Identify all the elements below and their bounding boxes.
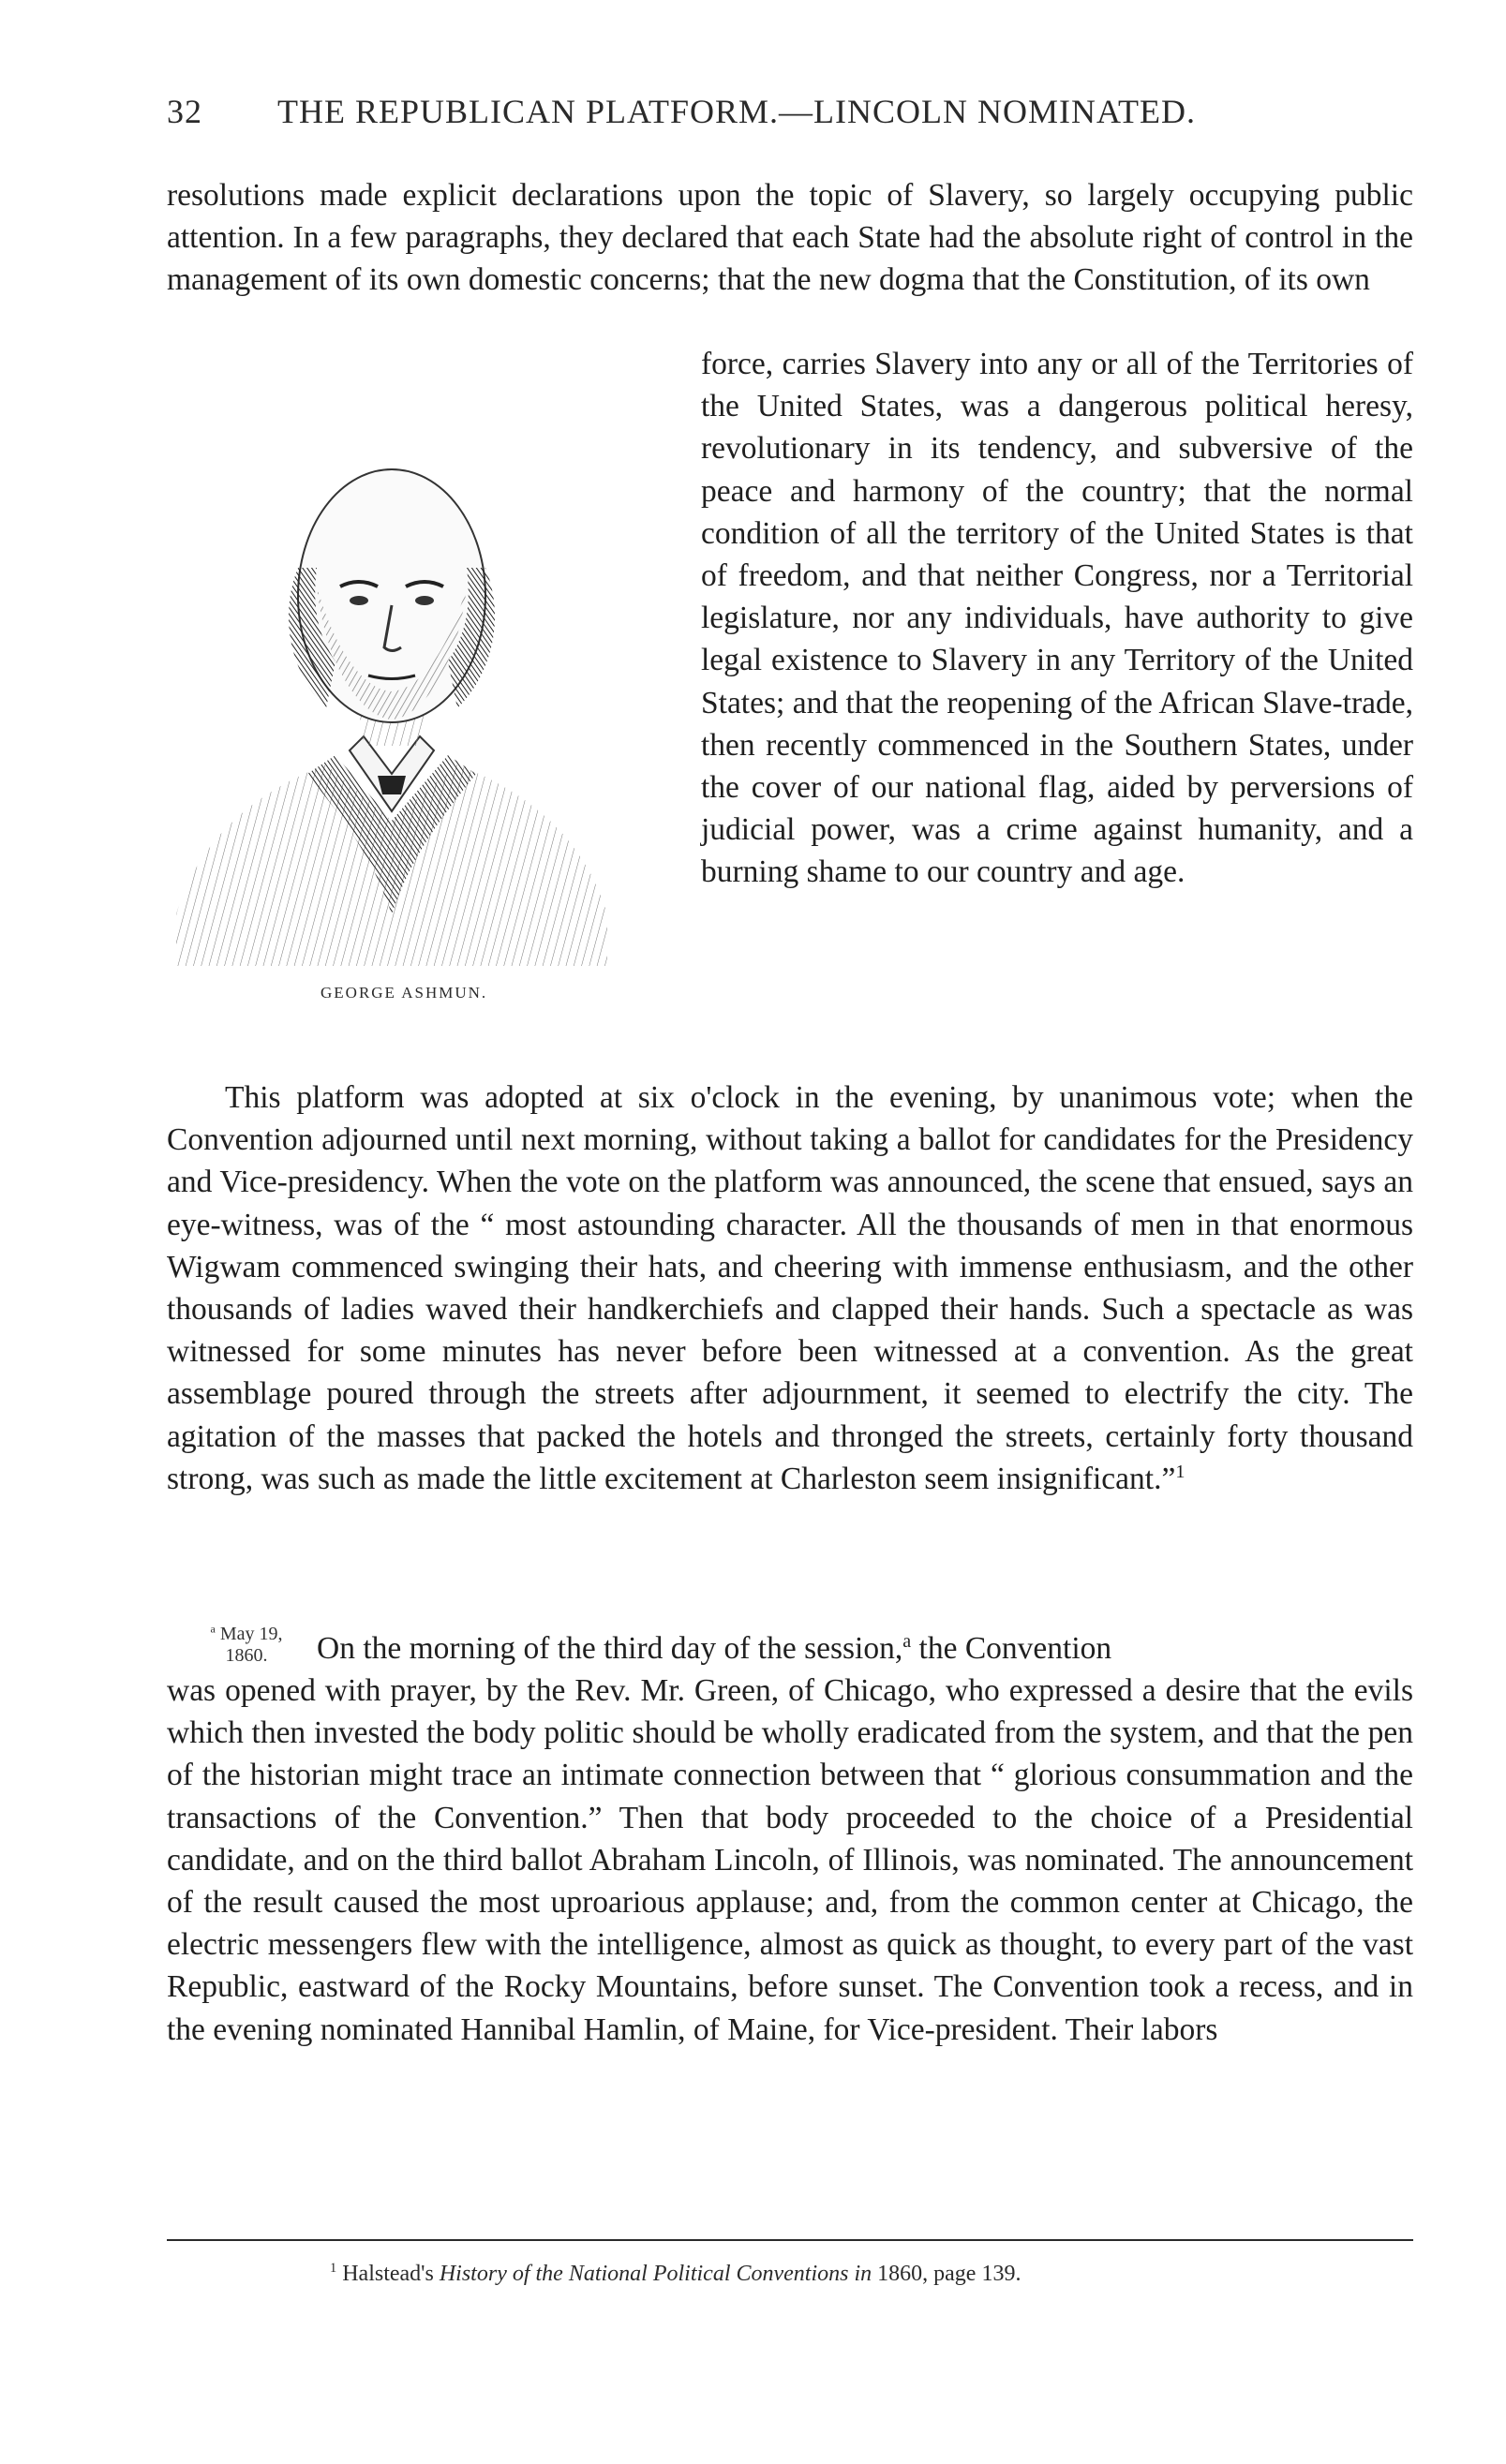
- footnote: [330, 2262, 1408, 2287]
- paragraph-body: This platform was adopted at six o'clock in the evening, by unanimous vote; when the Convention adjourned until next morning, without taking a ballot for candidates for the Presidency and Vice-presidency. When the vote on the platform was announced, the scene that ensued, says an eye-witness, was of the “ most astounding character. All the thousands of men in that enormous Wigwam commenced swinging their hats, and cheering with immense enthusiasm, and the other thousands of ladies waved their handkerchiefs and clapped their hands. Such a spectacle as was witnessed for some minutes has never before been witnessed at a convention. As the great assemblage poured through the streets after adjournment, it seemed to electrify the city. The agitation of the masses that packed the hotels and thronged the streets, certainly forty thousand strong, was such as made the little excitement at Charleston seem insignificant.”: [167, 1080, 1413, 1496]
- margin-note-marker: a: [210, 1622, 216, 1636]
- page-number: 32: [167, 93, 202, 130]
- paragraph-platform-continued: [701, 343, 1413, 894]
- paragraph-text: force, carries Slavery into any or all of the Territories of the United States, was a dangerous political heresy, revolutionary in its tendency, and subversive of the peace and harmony of the country; that the normal condition of all the territory of the United States is that of freedom, and that neither Congress, nor a Territorial legislature, nor any individuals, have authority to give legal existence to Slavery in any Territory of the United States; and that the reopening of the African Slave-trade, then recently commenced in the Southern States, under the cover of our national flag, aided by perversions of judicial power, was a crime against humanity, and a burning shame to our country and age.: [701, 347, 1413, 890]
- paragraph-text: [167, 1076, 1413, 1500]
- footnote-marker: 1: [330, 2261, 337, 2276]
- running-head: [167, 92, 1423, 131]
- paragraph-text: On the morning of the third day of the session,$^a$ the Convention: [317, 1630, 1112, 1666]
- paragraph-text: resolutions made explicit declarations upon the topic of Slavery, so largely occupying public attention. In a few paragraphs, they declared that each State had the absolute right of control in the management of its own domestic concerns; that the new dogma that the Constitution, of its own: [167, 178, 1413, 298]
- margin-date-note: [176, 1624, 317, 1667]
- paragraph-text: was opened with prayer, by the Rev. Mr. Green, of Chicago, who expressed a desire that the evils which then invested the body politic should be wholly eradicated from the system, and that the pen of the historian might trace an intimate connection between that “ glorious consummation and the transactions of the Convention.” Then that body proceeded to the choice of a Presidential candidate, and on the third ballot Abraham Lincoln, of Illinois, was nominated. The announcement of the result caused the most uproarious applause; and, from the common center at Chicago, the electric messengers flew with the intelligence, almost as quick as thought, to every part of the vast Republic, eastward of the Rocky Mountains, before sunset. The Convention took a recess, and in the evening nominated Hannibal Hamlin, of Maine, for Vice-president. Their labors: [167, 1673, 1413, 2047]
- portrait-icon: [167, 427, 617, 966]
- footnote-ref: 1: [1175, 1461, 1185, 1482]
- paragraph-intro: [167, 174, 1413, 302]
- footnote-divider: [167, 2239, 1413, 2241]
- portrait-engraving: [167, 427, 617, 966]
- chapter-title: THE REPUBLICAN PLATFORM.—LINCOLN NOMINATED.: [277, 93, 1197, 130]
- portrait-caption: GEORGE ASHMUN.: [321, 984, 488, 1002]
- paragraph-third-day-start: [317, 1627, 1413, 1670]
- footnote-author: Halstead's: [342, 2262, 434, 2286]
- margin-date-line2: 1860.: [225, 1645, 268, 1666]
- margin-date-line1: $^a$ May 19,: [210, 1622, 283, 1644]
- margin-ref: a: [902, 1630, 912, 1652]
- footnote-title: History of the National Political Conventions in: [439, 2262, 872, 2286]
- paragraph-platform-adopted: [167, 1076, 1413, 1500]
- footnote-page: 1860, page 139.: [877, 2262, 1021, 2286]
- paragraph-lincoln-nominated: [167, 1670, 1413, 2051]
